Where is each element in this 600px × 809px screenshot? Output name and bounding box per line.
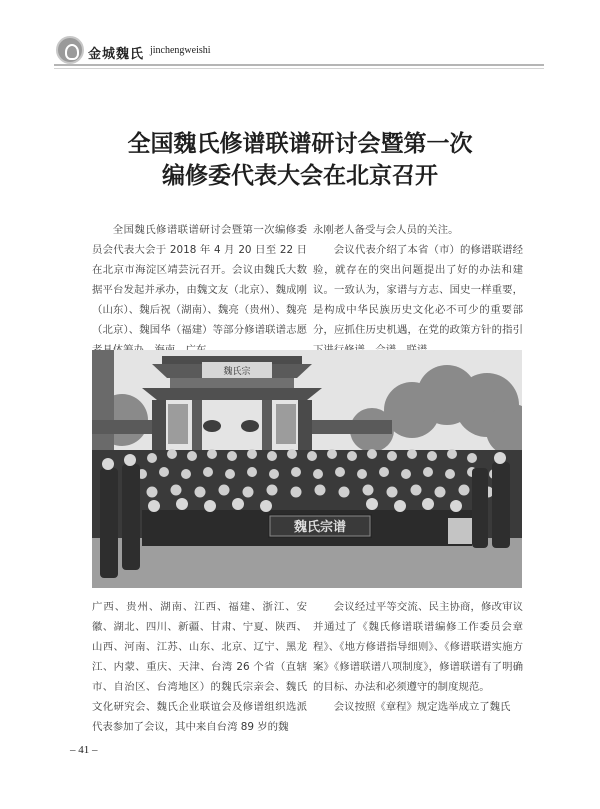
article-title-line1: 全国魏氏修谱联谱研讨会暨第一次 [127, 130, 473, 157]
brand-name: 金城魏氏 [88, 47, 145, 62]
paragraph-resolutions: 会议经过平等交流、民主协商，修改审议并通过了《魏氏修谱联谱编修工作委员会章程》、《地方修谱指导细则》、《修谱联谱实施方案》《修谱联谱八项制度》，修谱联谱有了明确的目标、办法和必须遵守的制度规范。 [313, 601, 523, 693]
paragraph-provinces: 广西、贵州、湖南、江西、福建、浙江、安徽、湖北、四川、新疆、甘肃、宁夏、陕西、山西、河南、江苏、山东、北京、辽宁、黑龙江、内蒙、重庆、天津、台湾 26 个省（直辖市、自治区、台湾地区）的魏氏宗亲会、魏氏文化研究会、魏氏企业联谊会及修谱组织选派代表参加了会议，其中来自台湾 89 岁的魏 [92, 601, 307, 733]
banner-text: 魏氏宗谱 [293, 520, 347, 535]
paragraph-election: 会议按照《章程》规定选举成立了魏氏 [333, 701, 511, 713]
clan-banner [268, 514, 372, 538]
header-rule [54, 64, 544, 66]
page-number: – 41 – [70, 744, 98, 756]
paragraph-intro: 全国魏氏修谱联谱研讨会暨第一次编修委员会代表大会于 2018 年 4 月 20 日至 22 日在北京市海淀区靖芸沅召开。会议由魏氏大数据平台发起并承办，由魏文友（北京）、魏成刚（山东）、魏后祝（湖南）、魏亮（贵州）、魏亮（北京）、魏国华（福建）等部分修谱联谱志愿 [92, 224, 307, 336]
paragraph-continuation: 永刚老人备受与会人员的关注。 [313, 224, 459, 236]
gate-plaque-text: 魏氏宗 [223, 367, 251, 377]
paragraph-experience: 会议代表介绍了本省（市）的修谱联谱经验，就存在的突出问题提出了好的办法和建议。一致认为，家谱与方志、国史一样重要，是构成中华民族历史文化必不可少的重要部分，应抓住历史机遇，在党的政策方针的指引 [313, 244, 523, 336]
group-photo [92, 350, 522, 588]
header-rule-thin [54, 68, 544, 69]
article-title-line2: 编修委代表大会在北京召开 [162, 162, 438, 189]
group-photo-illustration [92, 350, 522, 588]
clan-logo-icon [56, 36, 84, 64]
page-header [0, 0, 600, 80]
brand-name-en: jinchengweishi [150, 45, 211, 56]
